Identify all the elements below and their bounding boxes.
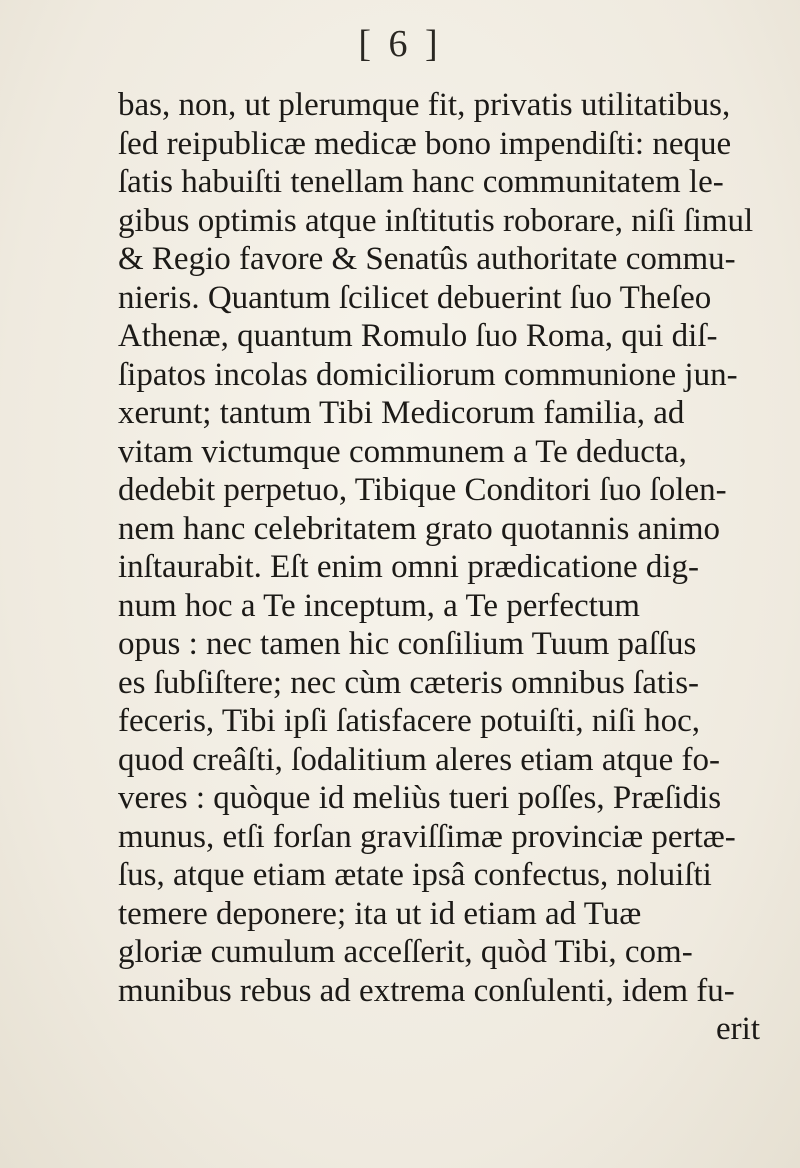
body-text [118,86,778,1049]
text-line: es ſubſiſtere; nec cùm cæteris omnibus ſatis- [118,664,700,701]
page-number: [ 6 ] [358,23,442,65]
text-line: Athenæ, quantum Romulo ſuo Roma, qui diſ- [118,318,718,354]
text-line: dedebit perpetuo, Tibique Conditori ſuo ſolen- [118,472,727,508]
text-line: quod creâſti, ſodalitium aleres etiam atque fo- [118,741,721,778]
text-line: bas, non, ut plerumque fit, privatis utilitatibus, [118,87,731,123]
text-line: ſed reipublicæ medicæ bono impendiſti: neque [118,125,732,162]
text-line: ſatis habuiſti tenellam hanc communitatem le- [118,164,724,200]
text-line: opus : nec tamen hic conſilium Tuum paſſus [118,626,697,662]
text-line: feceris, Tibi ipſi ſatisfacere potuiſti, niſi hoc, [118,703,700,739]
text-line: nem hanc celebritatem grato quotannis animo [118,510,721,547]
text-line: & Regio favore & Senatûs authoritate commu- [118,241,736,277]
text-line: gloriæ cumulum acceſſerit, quòd Tibi, com- [118,934,693,970]
catchword: erit [716,1011,760,1047]
text-line: munus, etſi forſan graviſſimæ provinciæ pertæ- [118,818,736,855]
text-line: munibus rebus ad extrema conſulenti, idem fu- [118,972,735,1009]
text-line: num hoc a Te inceptum, a Te perfectum [118,587,640,624]
text-line: nieris. Quantum ſcilicet debuerint ſuo Theſeo [118,279,712,316]
text-line: gibus optimis atque inſtitutis roborare, niſi ſimul [118,202,754,239]
text-line: xerunt; tantum Tibi Medicorum familia, ad [118,395,685,431]
text-line: temere deponere; ita ut id etiam ad Tuæ [118,895,642,932]
text-line: inſtaurabit. Eſt enim omni prædicatione dig- [118,549,700,585]
text-line: ſipatos incolas domiciliorum communione jun- [118,356,738,393]
text-line: ſus, atque etiam ætate ipsâ confectus, noluiſti [118,857,712,893]
text-line: veres : quòque id meliùs tueri poſſes, Præſidis [118,780,722,816]
text-line: vitam victumque communem a Te deducta, [118,433,687,470]
